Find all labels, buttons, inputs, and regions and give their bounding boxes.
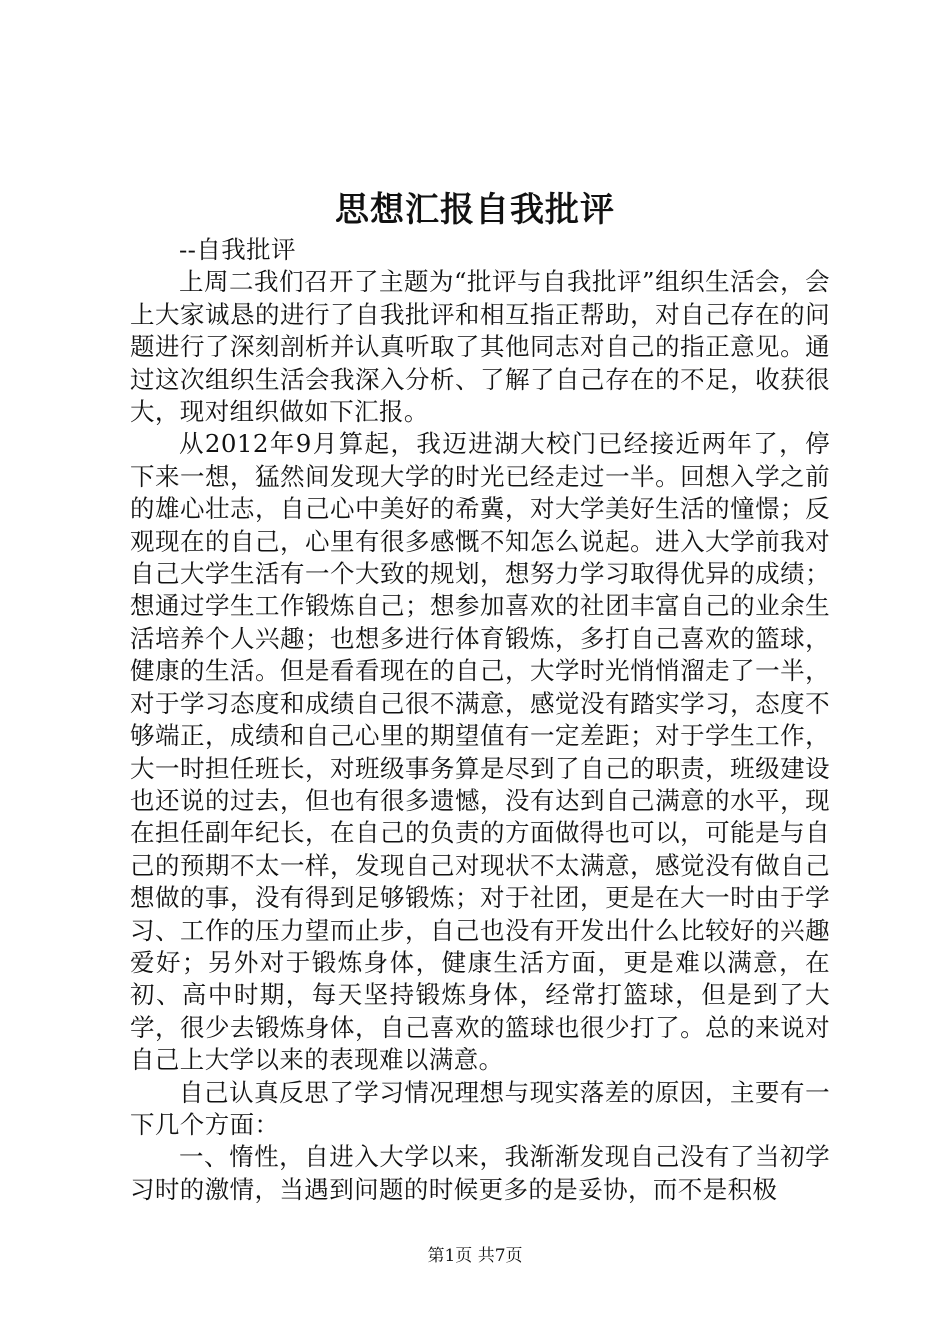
page-footer: 第1页 共7页	[427, 1246, 523, 1266]
document-title: 思想汇报自我批评	[335, 190, 615, 230]
paragraph-3: 自己认真反思了学习情况理想与现实落差的原因，主要有一下几个方面：	[130, 1077, 830, 1139]
paragraph-2: 从2012年9月算起，我迈进湖大校门已经接近两年了，停下来一想，猛然间发现大学的时光已经走过一半。回想入学之前的雄心壮志，自己心中美好的希冀，对大学美好生活的憧憬；反观现在的自己，心里有很多感慨不知怎么说起。进入大学前我对自己大学生活有一个大致的规划，想努力学习取得优异的成绩；想通过学生工作锻炼自己；想参加喜欢的社团丰富自己的业余生活培养个人兴趣；也想多进行体育锻炼，多打自己喜欢的篮球，健康的生活。但是看看现在的自己，大学时光悄悄溜走了一半，对于学习态度和成绩自己很不满意，感觉没有踏实学习，态度不够端正，成绩和自己心里的期望值有一定差距；对于学生工作，大一时担任班长，对班级事务算是尽到了自己的职责，班级建设也还说的过去，但也有很多遗憾，没有达到自己满意的水平，现在担任副年纪长，在自己的负责的方面做得也可以，可能是与自己的预期不太一样，发现自己对现状不太满意，感觉没有做自己想做的事，没有得到足够锻炼；对于社团，更是在大一时由于学习、工作的压力望而止步，自己也没有开发出什么比较好的兴趣爱好；另外对于锻炼身体，健康生活方面，更是难以满意，在初、高中时期，每天坚持锻炼身体，经常打篮球，但是到了大学，很少去锻炼身体，自己喜欢的篮球也很少打了。总的来说对自己上大学以来的表现难以满意。	[130, 429, 830, 1075]
subtitle-line: --自我批评	[179, 235, 296, 264]
paragraph-1: 上周二我们召开了主题为“批评与自我批评”组织生活会，会上大家诚恳的进行了自我批评和相互指正帮助，对自己存在的问题进行了深刻剖析并认真听取了其他同志对自己的指正意见。通过这次组织生活会我深入分析、了解了自己存在的不足，收获很大，现对组织做如下汇报。	[130, 267, 830, 427]
document-body	[130, 234, 830, 1206]
paragraph-4: 一、惰性，自进入大学以来，我渐渐发现自己没有了当初学习时的激情，当遇到问题的时候更多的是妥协，而不是积极	[130, 1142, 830, 1204]
